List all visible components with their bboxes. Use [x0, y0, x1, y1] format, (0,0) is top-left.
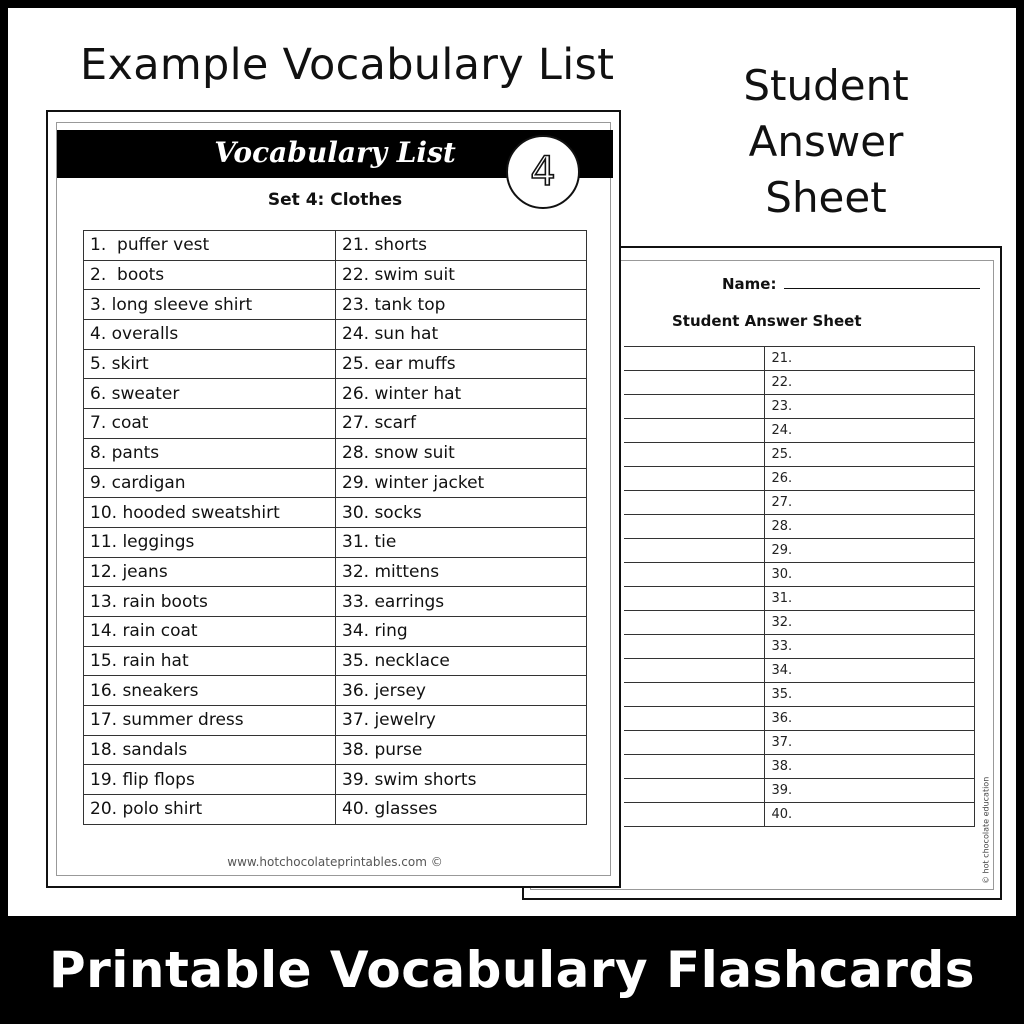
footer-banner: [0, 916, 1024, 1024]
table-row: [84, 587, 587, 617]
answer-blank-cell: [624, 539, 764, 563]
vocab-word-cell: 29. winter jacket: [336, 468, 587, 498]
vocab-word-cell: 32. mittens: [336, 557, 587, 587]
vocabulary-table: [83, 230, 587, 825]
answer-blank-cell: [624, 515, 764, 539]
vocab-word-cell: 12. jeans: [84, 557, 336, 587]
table-row: [84, 616, 587, 646]
vocab-word-cell: 23. tank top: [336, 290, 587, 320]
table-row: [84, 557, 587, 587]
table-row: [84, 231, 587, 261]
table-row: [84, 735, 587, 765]
vocab-word-cell: 20. polo shirt: [84, 795, 336, 825]
table-row: [84, 379, 587, 409]
answer-number-cell: 40.: [764, 803, 974, 827]
answer-blank-cell: [624, 755, 764, 779]
table-row: [624, 779, 974, 803]
set-number: 4: [530, 149, 556, 195]
answer-blank-cell: [624, 803, 764, 827]
vocab-word-cell: 8. pants: [84, 438, 336, 468]
table-row: [84, 706, 587, 736]
vocab-word-cell: 27. scarf: [336, 409, 587, 439]
vocab-word-cell: 38. purse: [336, 735, 587, 765]
table-row: [84, 438, 587, 468]
answer-blank-cell: [624, 443, 764, 467]
answer-number-cell: 34.: [764, 659, 974, 683]
vocab-word-cell: 28. snow suit: [336, 438, 587, 468]
vocab-word-cell: 31. tie: [336, 527, 587, 557]
answer-number-cell: 33.: [764, 635, 974, 659]
answer-number-cell: 30.: [764, 563, 974, 587]
vocab-word-cell: 2. boots: [84, 260, 336, 290]
answer-number-cell: 36.: [764, 707, 974, 731]
vocab-word-cell: 5. skirt: [84, 349, 336, 379]
answer-number-cell: 32.: [764, 611, 974, 635]
vocab-word-cell: 17. summer dress: [84, 706, 336, 736]
vocab-word-cell: 36. jersey: [336, 676, 587, 706]
answer-number-cell: 23.: [764, 395, 974, 419]
answer-blank-cell: [624, 419, 764, 443]
table-row: [624, 419, 974, 443]
table-row: [84, 468, 587, 498]
name-label: Name:: [722, 275, 777, 293]
answer-blank-cell: [624, 779, 764, 803]
table-row: [84, 349, 587, 379]
table-row: [624, 515, 974, 539]
table-row: [624, 755, 974, 779]
vocab-word-cell: 34. ring: [336, 616, 587, 646]
table-row: [624, 635, 974, 659]
answer-number-cell: 26.: [764, 467, 974, 491]
vocab-word-cell: 14. rain coat: [84, 616, 336, 646]
answer-blank-cell: [624, 659, 764, 683]
table-row: [624, 731, 974, 755]
vocab-word-cell: 18. sandals: [84, 735, 336, 765]
vocab-word-cell: 10. hooded sweatshirt: [84, 498, 336, 528]
answer-blank-cell: [624, 587, 764, 611]
table-row: [624, 587, 974, 611]
answer-number-cell: 37.: [764, 731, 974, 755]
vocabulary-banner-title: Vocabulary List: [214, 136, 456, 169]
table-row: [84, 409, 587, 439]
table-row: [624, 563, 974, 587]
answer-number-cell: 35.: [764, 683, 974, 707]
table-row: [624, 683, 974, 707]
table-row: [624, 611, 974, 635]
vocab-word-cell: 11. leggings: [84, 527, 336, 557]
vocabulary-sheet-inner-border: [56, 122, 611, 876]
set-label: Set 4: Clothes: [267, 190, 403, 210]
vocab-word-cell: 6. sweater: [84, 379, 336, 409]
table-row: [84, 260, 587, 290]
name-blank-line: [784, 274, 980, 289]
answer-blank-cell: [624, 395, 764, 419]
page-canvas: [8, 8, 1016, 916]
vocab-word-cell: 19. flip flops: [84, 765, 336, 795]
table-row: [624, 491, 974, 515]
answer-number-cell: 24.: [764, 419, 974, 443]
answer-blank-cell: [624, 731, 764, 755]
student-title-line: Sheet: [765, 173, 887, 222]
answer-blank-cell: [624, 683, 764, 707]
table-row: [624, 371, 974, 395]
vocab-word-cell: 30. socks: [336, 498, 587, 528]
table-row: [624, 443, 974, 467]
vocab-word-cell: 16. sneakers: [84, 676, 336, 706]
table-row: [624, 395, 974, 419]
answer-table: [624, 346, 975, 827]
answer-blank-cell: [624, 467, 764, 491]
student-title-line: Student: [743, 61, 909, 110]
vocab-word-cell: 26. winter hat: [336, 379, 587, 409]
vocab-word-cell: 40. glasses: [336, 795, 587, 825]
table-row: [624, 707, 974, 731]
table-row: [84, 765, 587, 795]
student-answer-sheet-title: [728, 58, 924, 226]
vocab-word-cell: 3. long sleeve shirt: [84, 290, 336, 320]
table-row: [84, 676, 587, 706]
answer-number-cell: 31.: [764, 587, 974, 611]
table-row: [84, 795, 587, 825]
footer-banner-text: Printable Vocabulary Flashcards: [48, 941, 976, 999]
example-vocabulary-title: Example Vocabulary List: [80, 40, 615, 90]
answer-blank-cell: [624, 371, 764, 395]
table-row: [624, 539, 974, 563]
table-row: [84, 646, 587, 676]
answer-number-cell: 39.: [764, 779, 974, 803]
answer-blank-cell: [624, 347, 764, 371]
answer-blank-cell: [624, 491, 764, 515]
table-row: [84, 290, 587, 320]
answer-number-cell: 22.: [764, 371, 974, 395]
vocab-word-cell: 15. rain hat: [84, 646, 336, 676]
answer-number-cell: 25.: [764, 443, 974, 467]
vocab-word-cell: 21. shorts: [336, 231, 587, 261]
vocab-word-cell: 37. jewelry: [336, 706, 587, 736]
student-title-line: Answer: [748, 117, 904, 166]
table-row: [624, 659, 974, 683]
answer-copyright: © hot chocolate education: [981, 776, 990, 884]
vocab-word-cell: 35. necklace: [336, 646, 587, 676]
table-row: [624, 467, 974, 491]
answer-number-cell: 27.: [764, 491, 974, 515]
website-footer: www.hotchocolateprintables.com ©: [227, 855, 443, 869]
answer-blank-cell: [624, 635, 764, 659]
answer-number-cell: 28.: [764, 515, 974, 539]
vocab-word-cell: 24. sun hat: [336, 320, 587, 350]
answer-sheet-title: Student Answer Sheet: [672, 312, 862, 330]
table-row: [84, 498, 587, 528]
vocab-word-cell: 4. overalls: [84, 320, 336, 350]
table-row: [84, 527, 587, 557]
vocab-word-cell: 33. earrings: [336, 587, 587, 617]
answer-number-cell: 38.: [764, 755, 974, 779]
vocab-word-cell: 25. ear muffs: [336, 349, 587, 379]
vocabulary-sheet-preview: [46, 110, 621, 888]
answer-number-cell: 29.: [764, 539, 974, 563]
vocab-word-cell: 39. swim shorts: [336, 765, 587, 795]
answer-blank-cell: [624, 707, 764, 731]
vocab-word-cell: 7. coat: [84, 409, 336, 439]
table-row: [84, 320, 587, 350]
vocab-word-cell: 22. swim suit: [336, 260, 587, 290]
vocab-word-cell: 1. puffer vest: [84, 231, 336, 261]
vocab-word-cell: 13. rain boots: [84, 587, 336, 617]
answer-blank-cell: [624, 563, 764, 587]
table-row: [624, 347, 974, 371]
answer-number-cell: 21.: [764, 347, 974, 371]
answer-blank-cell: [624, 611, 764, 635]
table-row: [624, 803, 974, 827]
name-field: [722, 274, 980, 293]
vocab-word-cell: 9. cardigan: [84, 468, 336, 498]
